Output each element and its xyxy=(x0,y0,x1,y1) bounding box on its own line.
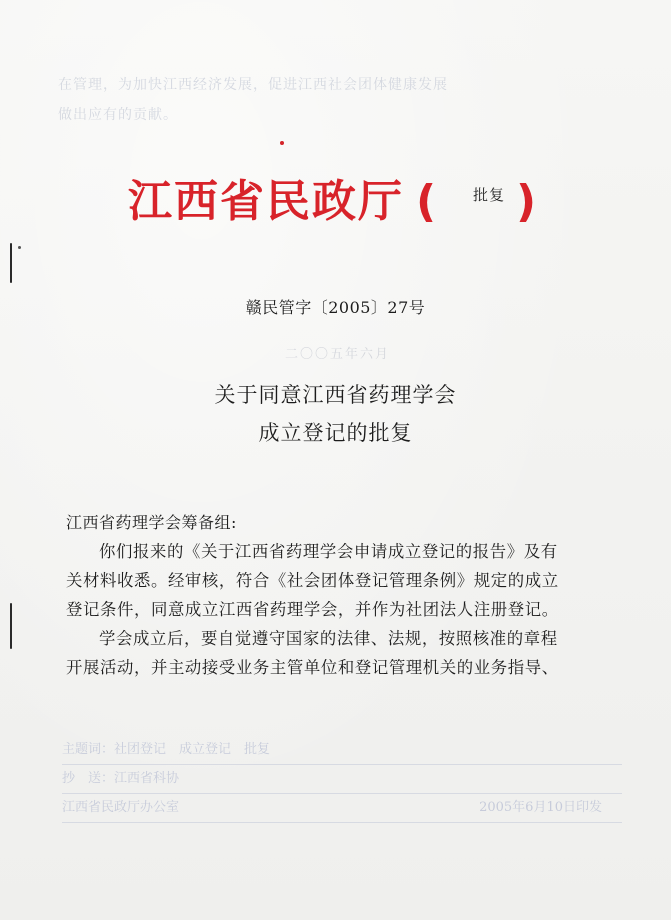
bleed-through-text-bottom xyxy=(62,736,622,823)
document-header xyxy=(128,172,588,242)
document-type: 批复 xyxy=(473,186,506,204)
binding-mark-top xyxy=(10,243,12,283)
bleed-through-text-top xyxy=(58,70,618,130)
bleed-through-line xyxy=(62,736,622,765)
document-title xyxy=(0,376,671,452)
bleed-through-keywords: 主题词：社团登记 成立登记 批复 xyxy=(62,742,271,757)
header-paren-close: ) xyxy=(516,176,537,227)
header-paren-open: ( xyxy=(416,176,437,227)
bleed-through-date: 二〇〇五年六月 xyxy=(285,347,391,362)
bleed-through-line: 做出应有的贡献。 xyxy=(58,107,178,123)
binding-mark-bottom xyxy=(10,603,12,649)
title-line-2: 成立登记的批复 xyxy=(258,421,413,445)
body-line: 登记条件，同意成立江西省药理学会，并作为社团法人注册登记。 xyxy=(66,600,559,619)
bleed-through-line xyxy=(62,765,622,794)
issuing-authority: 江西省民政厅 xyxy=(128,176,404,227)
bleed-through-cc: 抄 送：江西省科协 xyxy=(62,771,180,786)
bleed-through-line: 在管理，为加快江西经济发展，促进江西社会团体健康发展 xyxy=(58,77,448,93)
body-line: 你们报来的《关于江西省药理学会申请成立登记的报告》及有 xyxy=(99,542,558,561)
document-body xyxy=(66,537,626,682)
body-line: 开展活动，并主动接受业务主管单位和登记管理机关的业务指导、 xyxy=(66,658,559,677)
document-number: 赣民管字〔2005〕27号 xyxy=(245,298,426,317)
bleed-through-issue-date: 2005年6月10日印发 xyxy=(479,800,602,815)
red-ink-dot xyxy=(280,141,284,145)
title-line-1: 关于同意江西省药理学会 xyxy=(214,383,457,407)
bleed-through-line xyxy=(62,794,622,823)
bleed-through-issuer: 江西省民政厅办公室 xyxy=(62,800,180,815)
recipient: 江西省药理学会筹备组: xyxy=(66,513,237,532)
body-line: 关材料收悉。经审核，符合《社会团体登记管理条例》规定的成立 xyxy=(66,571,559,590)
staple-hole xyxy=(18,246,21,249)
body-line: 学会成立后，要自觉遵守国家的法律、法规，按照核准的章程 xyxy=(99,629,558,648)
